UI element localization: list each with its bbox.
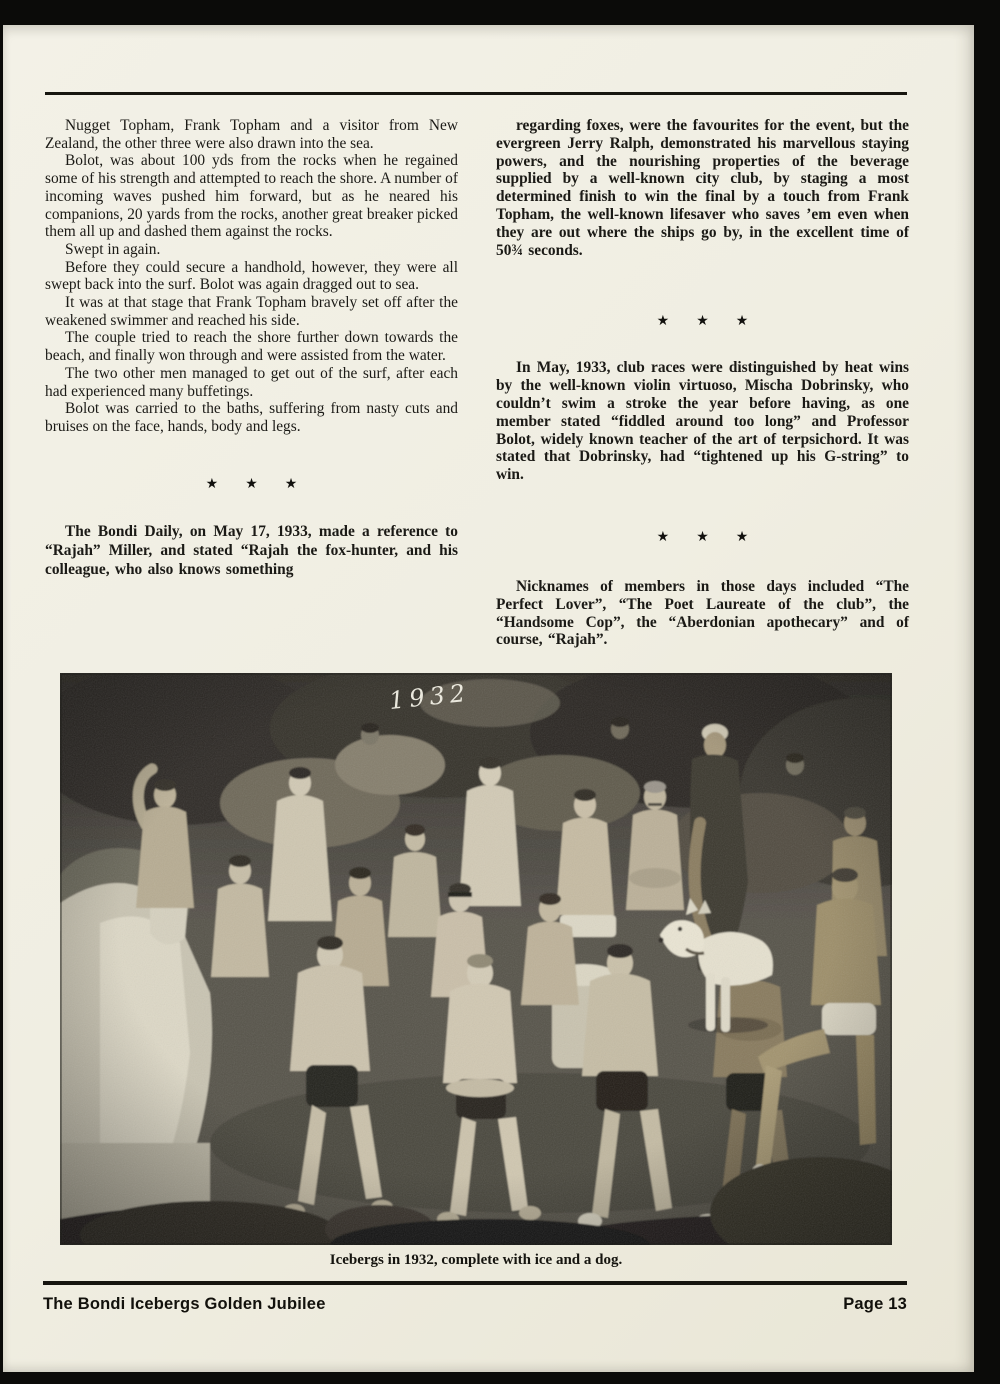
star-icon: ★ xyxy=(656,528,670,545)
star-icon: ★ xyxy=(205,475,219,492)
star-icon: ★ xyxy=(696,313,709,330)
paragraph: The two other men managed to get out of the surf, after each had experienced many buffetings. xyxy=(45,364,458,400)
star-icon: ★ xyxy=(284,475,298,492)
star-divider xyxy=(45,476,458,492)
star-divider xyxy=(496,313,909,329)
bold-paragraph: regarding foxes, were the favourites for the event, but the evergreen Jerry Ralph, demonstrated his marvellous staying powers, and the nourishing properties of the beverage supplied by a well-known city club, by staging a most determined finish to win the final by a touch from Frank Topham, the well-known lifesaver who saves ’em even when they are out where the ships go by, in the excellent time of 50¾ seconds. xyxy=(496,117,909,259)
page-number: Page 13 xyxy=(843,1295,907,1313)
star-icon: ★ xyxy=(735,528,749,545)
star-icon: ★ xyxy=(735,313,749,330)
star-icon: ★ xyxy=(696,528,709,545)
group-photo xyxy=(60,673,892,1245)
bold-paragraph: Nicknames of members in those days included “The Perfect Lover”, “The Poet Laureate of the club”, the “Handsome Cop”, the “Aberdonian apothecary” and of course, “Rajah”. xyxy=(496,577,909,649)
footer-title: The Bondi Icebergs Golden Jubilee xyxy=(43,1295,326,1313)
top-rule xyxy=(45,92,907,95)
paragraph: Nugget Topham, Frank Topham and a visitor from New Zealand, the other three were also drawn into the sea. xyxy=(45,117,458,152)
left-column xyxy=(45,117,458,649)
star-icon: ★ xyxy=(245,475,258,492)
paragraph: Before they could secure a handhold, however, they were all swept back into the surf. Bolot was again dragged out to sea. xyxy=(45,258,458,294)
star-divider xyxy=(496,529,909,545)
photo-caption: Icebergs in 1932, complete with ice and a dog. xyxy=(329,1252,623,1268)
text-columns xyxy=(45,117,909,649)
paragraph: Swept in again. xyxy=(65,240,161,258)
handwritten-year: 1932 xyxy=(387,678,472,715)
page-footer xyxy=(43,1294,907,1314)
bold-paragraph: The Bondi Daily, on May 17, 1933, made a reference to “Rajah” Miller, and stated “Rajah the fox-hunter, and his colleague, who also knows something xyxy=(45,522,458,578)
photo-grain xyxy=(60,673,892,1245)
bold-paragraph: In May, 1933, club races were distinguished by heat wins by the well-known violin virtuoso, Mischa Dobrinsky, who couldn’t swim a stroke the year before having, as one member stated “fiddled around too long” and Professor Bolot, widely known teacher of the art of terpsichord. It was stated that Dobrinsky, had “tightened up his G-string” to win. xyxy=(496,359,909,484)
paragraph: It was at that stage that Frank Topham bravely set off after the weakened swimmer and reached his side. xyxy=(45,294,458,329)
paragraph: Bolot, was about 100 yds from the rocks when he regained some of his strength and attempted to reach the shore. A number of incoming waves pushed him forward, but as he neared his companions, 20 yards from the rocks, another great breaker picked them all up and dashed them against the rocks. xyxy=(45,152,458,241)
paragraph: The couple tried to reach the shore further down towards the beach, and finally won through and were assisted from the water. xyxy=(45,329,458,365)
bottom-rule xyxy=(43,1281,907,1285)
star-icon: ★ xyxy=(656,313,670,330)
paragraph: Bolot was carried to the baths, suffering from nasty cuts and bruises on the face, hands, body and legs. xyxy=(45,400,458,435)
scanned-page xyxy=(3,25,974,1372)
right-column xyxy=(496,117,909,649)
